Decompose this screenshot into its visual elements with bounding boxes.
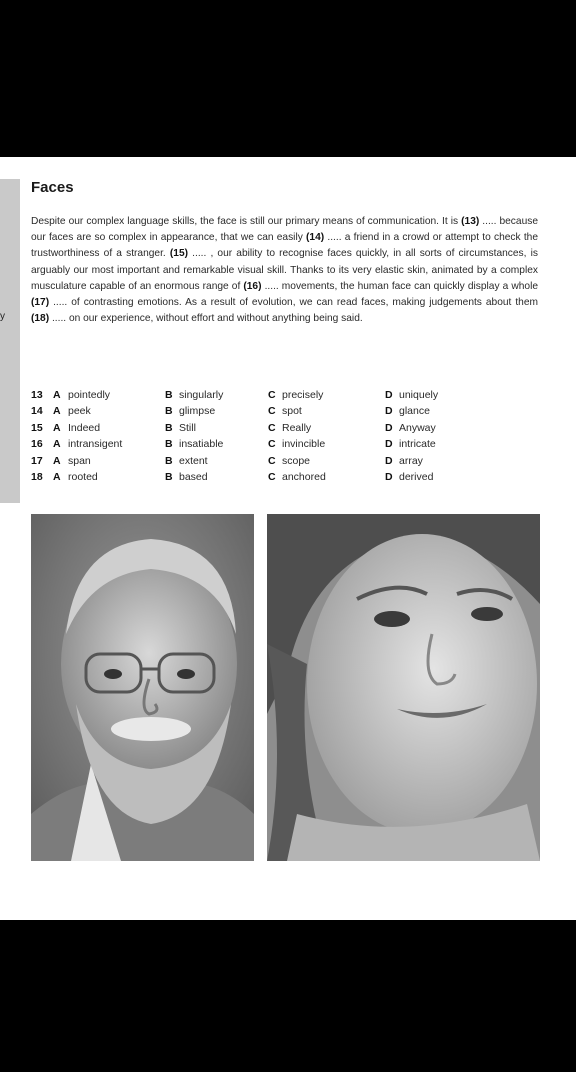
option-row [31, 453, 491, 469]
option-letter: C [268, 454, 276, 467]
option-a [31, 420, 165, 436]
option-d [385, 420, 485, 436]
option-word: rooted [68, 470, 98, 483]
option-word: intransigent [68, 438, 123, 451]
option-word: uniquely [399, 389, 439, 401]
option-c [268, 469, 385, 485]
option-word: scope [282, 454, 311, 467]
option-c [268, 387, 385, 403]
option-word: based [179, 470, 208, 483]
option-b [165, 420, 268, 436]
photo-older-man [31, 514, 254, 861]
option-a [31, 403, 165, 419]
passage-segment: ..... , our ability to recognise faces quickly, in all sorts of circumstances, is arguably our most important and remarkable visual skill. Thanks to its very elastic skin, animated by a complex musculature capable of an enormous range of [31, 248, 538, 292]
option-d [385, 436, 485, 452]
textbook-page [0, 157, 576, 920]
option-c [268, 420, 385, 436]
gap-number: (17) [31, 297, 50, 309]
option-word: spot [282, 405, 302, 418]
option-c [268, 403, 385, 419]
option-a [31, 436, 165, 452]
option-word: Still [179, 421, 196, 434]
option-a [31, 387, 165, 403]
passage-segment: ..... of contrasting emotions. As a result of evolution, we can read faces, making judgements about them [49, 297, 538, 309]
option-word: Anyway [399, 421, 436, 434]
option-letter: D [385, 454, 393, 467]
option-word: array [399, 454, 423, 467]
option-letter: C [268, 438, 276, 451]
option-row [31, 436, 491, 452]
option-letter: D [385, 470, 393, 483]
option-c [268, 453, 385, 469]
option-row [31, 420, 491, 436]
option-letter: D [385, 389, 393, 401]
option-letter: D [385, 421, 393, 434]
option-letter: A [53, 389, 61, 401]
options-table [31, 387, 491, 485]
option-b [165, 436, 268, 452]
question-number: 15 [31, 421, 43, 434]
option-letter: C [268, 389, 276, 401]
gap-number: (16) [243, 280, 262, 292]
option-d [385, 403, 485, 419]
option-row [31, 469, 491, 485]
margin-gray-bar [0, 179, 20, 503]
option-b [165, 469, 268, 485]
option-word: glimpse [179, 405, 216, 418]
option-letter: B [165, 454, 173, 467]
option-row [31, 403, 491, 419]
question-number: 18 [31, 470, 43, 483]
option-letter: C [268, 421, 276, 434]
older-man-portrait [31, 514, 254, 861]
option-word: derived [399, 470, 434, 483]
option-letter: C [268, 405, 276, 418]
option-word: glance [399, 405, 430, 418]
option-word: Indeed [68, 421, 101, 434]
option-letter: D [385, 438, 393, 451]
option-letter: A [53, 470, 61, 483]
option-letter: A [53, 405, 61, 418]
passage-segment: ..... a friend in a crowd or attempt to check the trustworthiness of a stranger. [31, 232, 539, 260]
option-letter: B [165, 438, 173, 451]
option-word: intricate [399, 438, 436, 451]
question-number: 16 [31, 438, 43, 451]
passage-segment: ..... movements, the human face can quickly display a whole [261, 280, 538, 292]
option-word: singularly [179, 389, 224, 401]
gap-number: (13) [461, 216, 480, 227]
option-a [31, 453, 165, 469]
photo-young-woman [267, 514, 540, 861]
option-word: peek [68, 405, 91, 418]
option-word: insatiable [179, 438, 224, 451]
gap-number: (18) [31, 313, 50, 325]
option-d [385, 453, 485, 469]
option-letter: B [165, 405, 173, 418]
gap-number: (14) [306, 232, 325, 244]
option-word: extent [179, 454, 208, 467]
option-b [165, 403, 268, 419]
option-letter: A [53, 421, 61, 434]
option-letter: B [165, 470, 173, 483]
option-word: span [68, 454, 91, 467]
option-b [165, 387, 268, 403]
option-b [165, 453, 268, 469]
young-woman-portrait [267, 514, 540, 861]
option-word: pointedly [68, 389, 111, 401]
option-word: anchored [282, 470, 326, 483]
option-word: precisely [282, 389, 324, 401]
question-number: 13 [31, 389, 43, 401]
option-a [31, 469, 165, 485]
option-d [385, 387, 485, 403]
passage-text [31, 214, 538, 327]
option-letter: A [53, 454, 61, 467]
option-letter: B [165, 389, 173, 401]
passage-segment: ..... on our experience, without effort and without anything being said. [49, 313, 363, 325]
option-c [268, 436, 385, 452]
margin-mark: y [0, 311, 5, 322]
question-number: 17 [31, 454, 43, 467]
option-letter: A [53, 438, 61, 451]
option-row [31, 387, 491, 403]
option-d [385, 469, 485, 485]
option-word: invincible [282, 438, 326, 451]
option-word: Really [282, 421, 312, 434]
page-title: Faces [31, 179, 74, 196]
option-letter: B [165, 421, 173, 434]
option-letter: D [385, 405, 393, 418]
question-number: 14 [31, 405, 43, 418]
gap-number: (15) [169, 248, 189, 260]
passage-segment: ..... because our faces are so complex in appearance, that we can easily [31, 216, 538, 244]
passage-segment: Despite our complex language skills, the face is still our primary means of communication. It is [31, 216, 462, 227]
option-letter: C [268, 470, 276, 483]
